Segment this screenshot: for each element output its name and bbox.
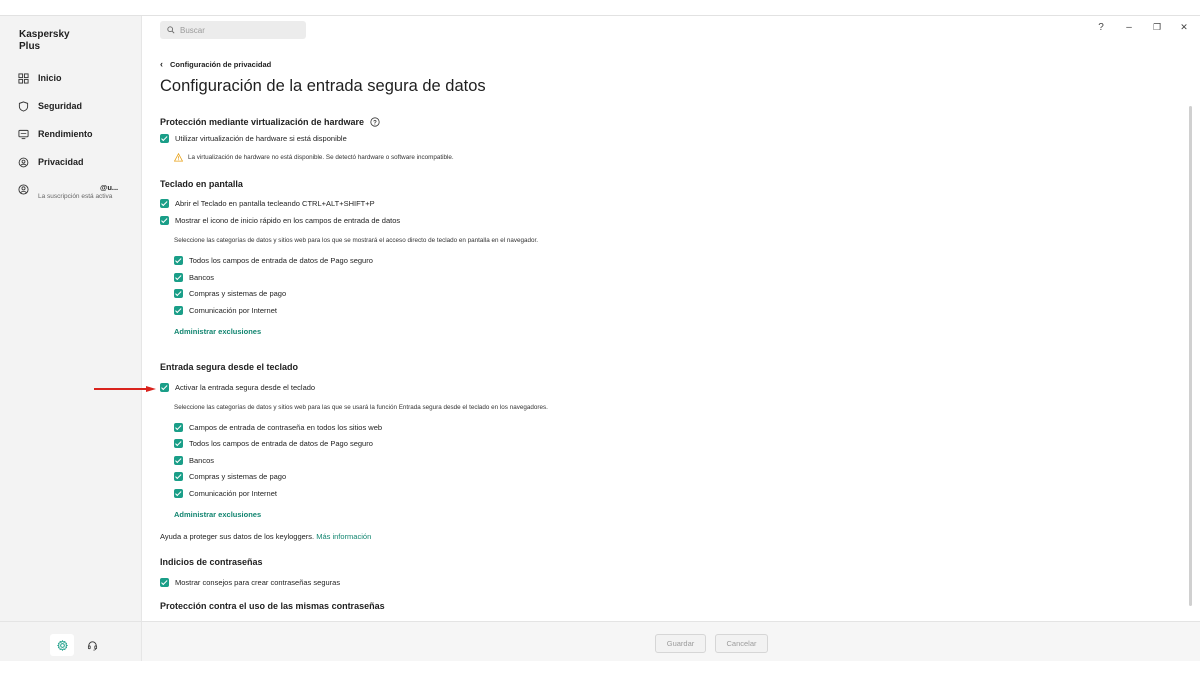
user-icon (18, 184, 29, 195)
manage-exclusions-link[interactable]: Administrar exclusiones (174, 327, 262, 336)
checkbox-open-onscreen-keyboard[interactable] (160, 199, 375, 208)
sidebar (0, 16, 142, 661)
checkbox-checked[interactable] (174, 289, 183, 298)
help-button[interactable]: ? (1098, 22, 1104, 33)
sidebar-item-label: Inicio (38, 73, 62, 83)
gear-icon (57, 640, 68, 651)
sidebar-item-label: Privacidad (38, 157, 84, 167)
checkbox-category[interactable] (174, 273, 214, 282)
section-heading-hardware (160, 117, 380, 127)
checkbox-label: Compras y sistemas de pago (189, 289, 287, 298)
checkbox-label: Comunicación por Internet (189, 306, 277, 315)
checkbox-secure-keyboard-input[interactable] (160, 383, 315, 392)
checkbox-category[interactable] (174, 256, 373, 265)
shield-icon (18, 101, 29, 112)
checkbox-label: Todos los campos de entrada de datos de Pago seguro (189, 256, 373, 265)
checkbox-label: Campos de entrada de contraseña en todos los sitios web (189, 423, 383, 432)
checkbox-checked[interactable] (174, 439, 183, 448)
red-arrow-annotation (94, 386, 156, 392)
sidebar-bottom-bar (0, 621, 142, 661)
checkbox-label: Mostrar consejos para crear contraseñas seguras (175, 578, 341, 587)
checkbox-label: Bancos (189, 273, 215, 282)
main-content (160, 16, 1180, 621)
checkbox-label: Comunicación por Internet (189, 489, 277, 498)
checkbox-label: Compras y sistemas de pago (189, 472, 287, 481)
app-window (0, 15, 1200, 660)
privacy-icon (18, 157, 29, 168)
save-button[interactable]: Guardar (655, 634, 706, 653)
section-heading-secure-keyboard: Entrada segura desde el teclado (160, 362, 299, 372)
checkbox-checked[interactable] (160, 578, 169, 587)
restore-button[interactable]: ❐ (1152, 22, 1162, 32)
section-heading-password-hints: Indicios de contraseñas (160, 557, 263, 567)
support-button[interactable] (83, 634, 101, 656)
headset-icon (87, 640, 98, 651)
breadcrumb-label: Configuración de privacidad (170, 59, 272, 69)
checkbox-checked[interactable] (160, 134, 169, 143)
checkbox-checked[interactable] (174, 423, 183, 432)
subscription-status: La suscripción está activa (38, 193, 113, 200)
checkbox-checked[interactable] (174, 456, 183, 465)
checkbox-checked[interactable] (174, 306, 183, 315)
keylogger-help-text (160, 532, 371, 541)
checkbox-quick-launch-icon[interactable] (160, 216, 400, 225)
section-heading-onscreen: Teclado en pantalla (160, 179, 243, 189)
checkbox-password-tips[interactable] (160, 578, 340, 587)
scrollbar[interactable] (1189, 106, 1192, 606)
help-text: Ayuda a proteger sus datos de los keyloggers. (160, 532, 315, 541)
cancel-button[interactable]: Cancelar (715, 634, 768, 653)
checkbox-label: Utilizar virtualización de hardware si está disponible (175, 134, 347, 143)
app-name: Kaspersky Plus (19, 29, 70, 52)
sidebar-item-seguridad[interactable] (18, 97, 82, 115)
checkbox-category[interactable] (174, 456, 214, 465)
onscreen-categories-note: Seleccione las categorías de datos y sitios web para los que se mostrará el acceso directo de teclado en pantalla en el navegador. (174, 237, 539, 244)
sidebar-item-inicio[interactable] (18, 69, 62, 87)
sidebar-item-label: Rendimiento (38, 129, 93, 139)
manage-exclusions-link[interactable]: Administrar exclusiones (174, 510, 262, 519)
checkbox-hardware-virtualization[interactable] (160, 134, 347, 143)
checkbox-label: Todos los campos de entrada de datos de Pago seguro (189, 439, 373, 448)
page-title: Configuración de la entrada segura de datos (160, 77, 486, 95)
footer-bar (142, 621, 1200, 661)
checkbox-label: Bancos (189, 456, 215, 465)
minimize-button[interactable]: – (1126, 22, 1132, 33)
search-placeholder: Buscar (180, 25, 205, 35)
checkbox-category[interactable] (174, 289, 286, 298)
checkbox-category[interactable] (174, 306, 277, 315)
settings-button[interactable] (50, 634, 74, 656)
grid-icon (18, 73, 29, 84)
section-heading-password-reuse: Protección contra el uso de las mismas contraseñas (160, 601, 385, 611)
close-button[interactable]: ✕ (1180, 22, 1188, 32)
svg-text:?: ? (373, 120, 377, 127)
warning-message (174, 153, 454, 162)
warning-text: La virtualización de hardware no está disponible. Se detectó hardware o software incompatible. (188, 154, 454, 161)
section-heading-text: Protección mediante virtualización de hardware (160, 117, 365, 127)
checkbox-category[interactable] (174, 423, 382, 432)
checkbox-label: Activar la entrada segura desde el teclado (175, 383, 316, 392)
sidebar-item-label: Seguridad (38, 101, 83, 111)
checkbox-checked[interactable] (174, 489, 183, 498)
more-info-link[interactable]: Más información (316, 532, 372, 541)
checkbox-label: Mostrar el icono de inicio rápido en los campos de entrada de datos (175, 216, 401, 225)
chevron-left-icon: ‹ (160, 59, 163, 69)
monitor-icon (18, 129, 29, 140)
checkbox-checked[interactable] (160, 199, 169, 208)
account-name: @u... (100, 183, 119, 192)
checkbox-checked[interactable] (174, 256, 183, 265)
checkbox-checked[interactable] (160, 383, 169, 392)
checkbox-checked[interactable] (174, 472, 183, 481)
checkbox-category[interactable] (174, 472, 286, 481)
checkbox-checked[interactable] (174, 273, 183, 282)
sidebar-item-rendimiento[interactable] (18, 125, 93, 143)
checkbox-category[interactable] (174, 489, 277, 498)
checkbox-category[interactable] (174, 439, 373, 448)
help-circle-icon[interactable] (370, 117, 380, 127)
secure-keyboard-categories-note: Seleccione las categorías de datos y sitios web para las que se usará la función Entrada segura desde el teclado en los navegadores. (174, 404, 548, 411)
warning-icon (174, 153, 183, 162)
checkbox-checked[interactable] (160, 216, 169, 225)
breadcrumb[interactable] (160, 59, 271, 69)
checkbox-label: Abrir el Teclado en pantalla tecleando CTRL+ALT+SHIFT+P (175, 199, 375, 208)
sidebar-item-privacidad[interactable] (18, 153, 84, 171)
